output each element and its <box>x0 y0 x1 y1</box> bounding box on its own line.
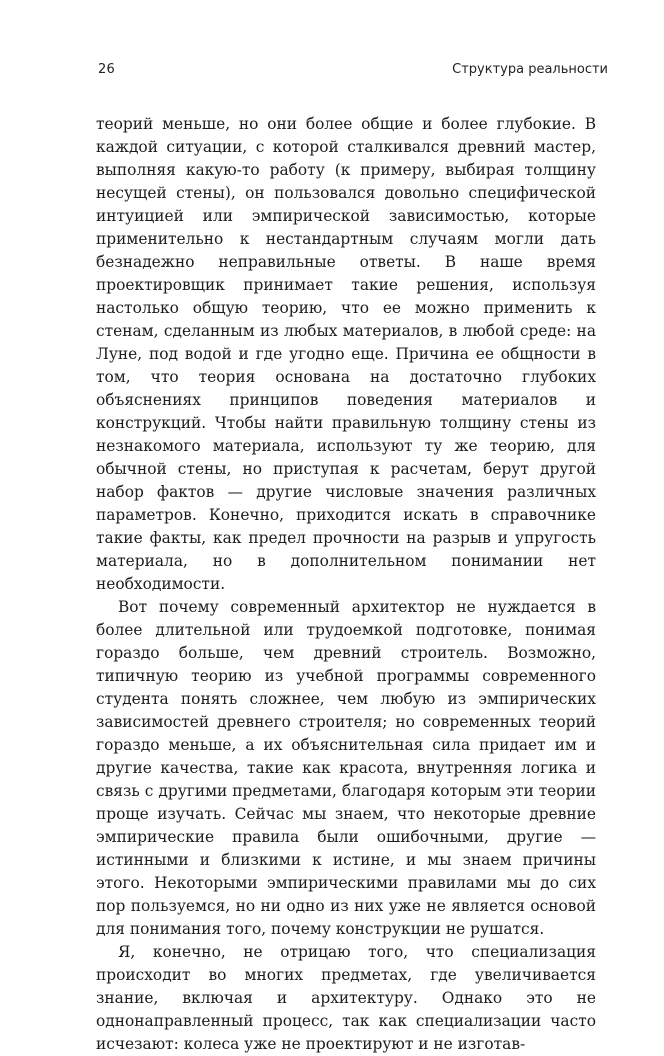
paragraph-3: Я, конечно, не отрицаю того, что специализация происходит во многих предметах, где увеличивается знание, включая и архитектуру. Однако это не однонаправленный процесс, так как специализации часто исчезают: колеса уже не проектируют и не изготав- <box>96 943 596 1053</box>
body-text <box>96 113 596 1056</box>
page-number: 26 <box>98 62 115 77</box>
paragraph-1: теорий меньше, но они более общие и более глубокие. В каждой ситуации, с которой сталкивался древний мастер, выполняя какую-то работу (к примеру, выбирая толщину несущей стены), он пользовался довольно специфической интуицией или эмпирической зависимостью, которые применительно к нестандартным случаям могли дать безнадежно неправильные ответы. В наше время проектировщик принимает такие решения, используя настолько общую теорию, что ее можно применить к стенам, сделанным из любых материалов, в любой среде: на Луне, под водой и где угодно еще. Причина ее общности в том, что теория основана на достаточно глубоких объяснениях принципов поведения материалов и конструкций. Чтобы найти правильную толщину стены из незнакомого материала, используют ту же теорию, для обычной стены, но приступая к расчетам, берут другой набор фактов — другие числовые значения различных параметров. Конечно, приходится искать в справочнике такие факты, как предел прочности на разрыв и упругость материала, но в дополнительном понимании нет необходимости. <box>96 115 596 593</box>
paragraph-2: Вот почему современный архитектор не нуждается в более длительной или трудоемкой подготовке, понимая гораздо больше, чем древний строитель. Возможно, типичную теорию из учебной программы современного студента понять сложнее, чем любую из эмпирических зависимостей древнего строителя; но современных теорий гораздо меньше, а их объяснительная сила придает им и другие качества, такие как красота, внутренняя логика и связь с другими предметами, благодаря которым эти теории проще изучать. Сейчас мы знаем, что некоторые древние эмпирические правила были ошибочными, другие — истинными и близкими к истине, и мы знаем причины этого. Некоторыми эмпирическими правилами мы до сих пор пользуемся, но ни одно из них уже не является основой для понимания того, почему конструкции не рушатся. <box>96 598 596 938</box>
running-title: Структура реальности <box>452 62 608 77</box>
